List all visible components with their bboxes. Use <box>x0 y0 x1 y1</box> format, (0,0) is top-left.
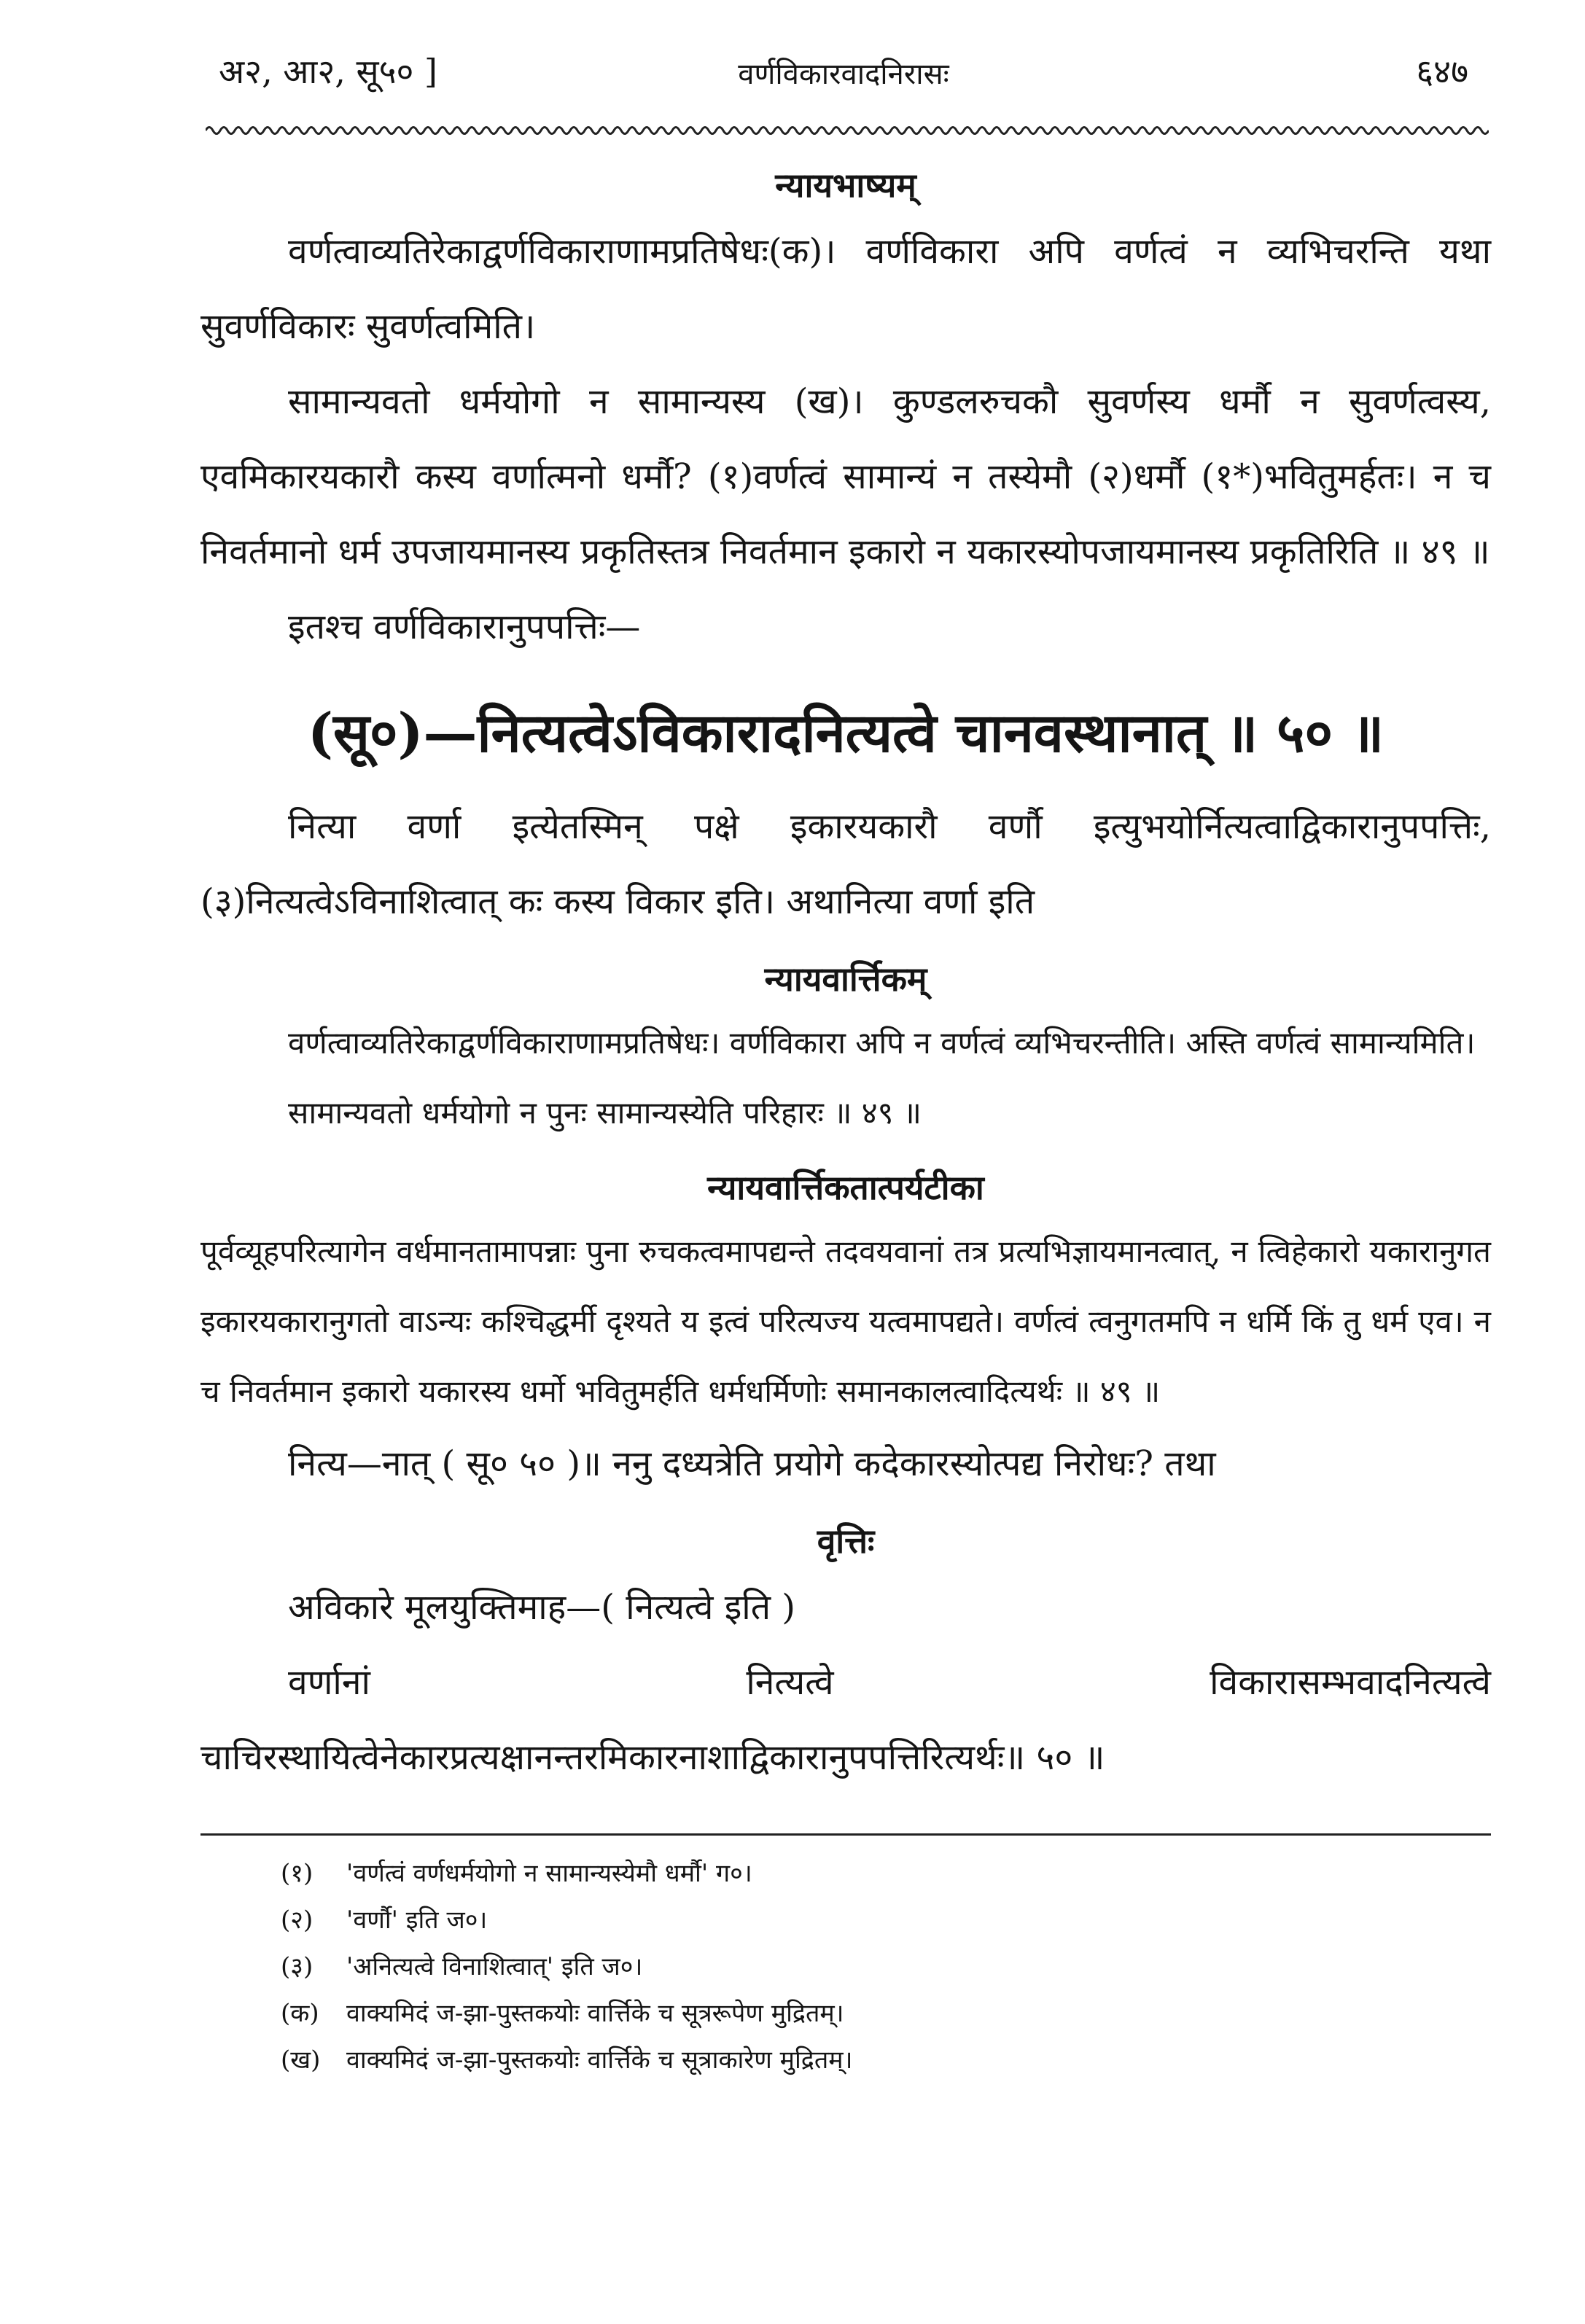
footnote-mark: (१) <box>281 1859 314 1888</box>
tika-paragraph-1: पूर्वव्यूहपरित्यागेन वर्धमानतामापन्नाः पुना रुचकत्वमापद्यन्ते तदवयवानां तत्र प्रत्यभिज्ञायमानत्वात्, न त्विहेकारो यकारानुगत इकारयकारानुगतो वाऽन्यः कश्चिद्धर्मी दृश्यते य इत्वं परित्यज्य यत्वमापद्यते। वर्णत्वं त्वनुगतमपि न धर्मि किं तु धर्म एव। न च निवर्तमान इकारो यकारस्य धर्मो भवितुमर्हति धर्मधर्मिणोः समानकालत्वादित्यर्थः ॥ ४९ ॥ <box>200 1233 1491 1409</box>
footnote <box>200 2037 1491 2083</box>
vritti-paragraph-1: अविकारे मूलयुक्तिमाह—( नित्यत्वे इति ) <box>288 1587 796 1628</box>
footnote-mark: (२) <box>281 1906 314 1935</box>
bhashya-paragraph-3: इतश्च वर्णविकारानुपपत्तिः— <box>288 607 641 647</box>
running-header <box>197 42 1490 108</box>
footnote <box>200 1897 1491 1943</box>
bhashya-paragraph-2: सामान्यवतो धर्मयोगो न सामान्यस्य (ख)। कुण्डलरुचकौ सुवर्णस्य धर्मौ न सुवर्णत्वस्य, एवमिकारयकारौ कस्य वर्णात्मनो धर्मौ? (१)वर्णत्वं सामान्यं न तस्येमौ (२)धर्मौ (१*)भवितुमर्हतः। न च निवर्तमानो धर्म उपजायमानस्य प्रकृतिस्तत्र निवर्तमान इकारो न यकारस्योपजायमानस्य प्रकृतिरिति ॥ ४९ ॥ <box>200 381 1491 572</box>
footnote-text: वाक्यमिदं ज-झा-पुस्तकयोः वार्त्तिके च सूत्ररूपेण मुद्रितम्। <box>346 1999 844 2028</box>
footnote <box>200 1850 1491 1897</box>
wavy-header-rule <box>206 122 1489 139</box>
footnote-mark: (क) <box>281 1999 319 2028</box>
page-number: ६४७ <box>1416 52 1468 91</box>
tika-paragraph-2: नित्य—नात् ( सू० ५० )॥ ननु दध्यत्रेति प्रयोगे कदेकारस्योत्पद्य निरोधः? तथा <box>288 1443 1216 1484</box>
footnote <box>200 1990 1491 2037</box>
bhashya-paragraph-1: वर्णत्वाव्यतिरेकाद्वर्णविकाराणामप्रतिषेधः(क)। वर्णविकारा अपि वर्णत्वं न व्यभिचरन्ति यथा सुवर्णविकारः सुवर्णत्वमिति। <box>200 231 1491 347</box>
nyayabhashya-heading: न्यायभाष्यम् <box>775 165 916 205</box>
sutra-50: (सू०)—नित्यत्वेऽविकारादनित्यत्वे चानवस्थानात् ॥ ५० ॥ <box>307 702 1385 765</box>
footnote-text: 'वर्णत्वं वर्णधर्मयोगो न सामान्यस्येमौ धर्मौ' ग०। <box>346 1859 752 1888</box>
running-title: वर्णविकारवादनिरासः <box>738 58 949 91</box>
vartika-paragraph-2: सामान्यवतो धर्मयोगो न पुनः सामान्यस्येति परिहारः ॥ ४९ ॥ <box>288 1095 922 1131</box>
tika-heading: न्यायवार्त्तिकतात्पर्यटीका <box>707 1168 984 1207</box>
main-text <box>200 146 1491 2083</box>
footnote-text: 'वर्णौ' इति ज०। <box>346 1906 488 1935</box>
nyayavartika-heading: न्यायवार्त्तिकम् <box>764 959 927 999</box>
footnote-mark: (३) <box>281 1952 314 1981</box>
footnote-mark: (ख) <box>281 2046 321 2075</box>
bhashya-paragraph-4: नित्या वर्णा इत्येतस्मिन् पक्षे इकारयकारौ वर्णौ इत्युभयोर्नित्यत्वाद्विकारानुपपत्तिः, (३)नित्यत्वेऽविनाशित्वात् कः कस्य विकार इति। अथानित्या वर्णा इति <box>200 806 1491 922</box>
vritti-paragraph-2: वर्णानां नित्यत्वे विकारासम्भवादनित्यत्वे चाचिरस्थायित्वेनेकारप्रत्यक्षानन्तरमिकारनाशाद्विकारानुपपत्तिरित्यर्थः॥ ५० ॥ <box>200 1662 1491 1778</box>
vartika-paragraph-1: वर्णत्वाव्यतिरेकाद्वर्णविकाराणामप्रतिषेधः। वर्णविकारा अपि न वर्णत्वं व्यभिचरन्तीति। अस्ति वर्णत्वं सामान्यमिति। <box>288 1025 1476 1061</box>
footnote-text: 'अनित्यत्वे विनाशित्वात्' इति ज०। <box>346 1952 643 1981</box>
vritti-heading: वृत्तिः <box>817 1521 875 1561</box>
footnote <box>200 1943 1491 1990</box>
footnote-text: वाक्यमिदं ज-झा-पुस्तकयोः वार्त्तिके च सूत्राकारेण मुद्रितम्। <box>346 2046 853 2075</box>
section-reference: अ२, आ२, सू५० ] <box>219 52 437 91</box>
footnote-divider <box>200 1833 1491 1836</box>
